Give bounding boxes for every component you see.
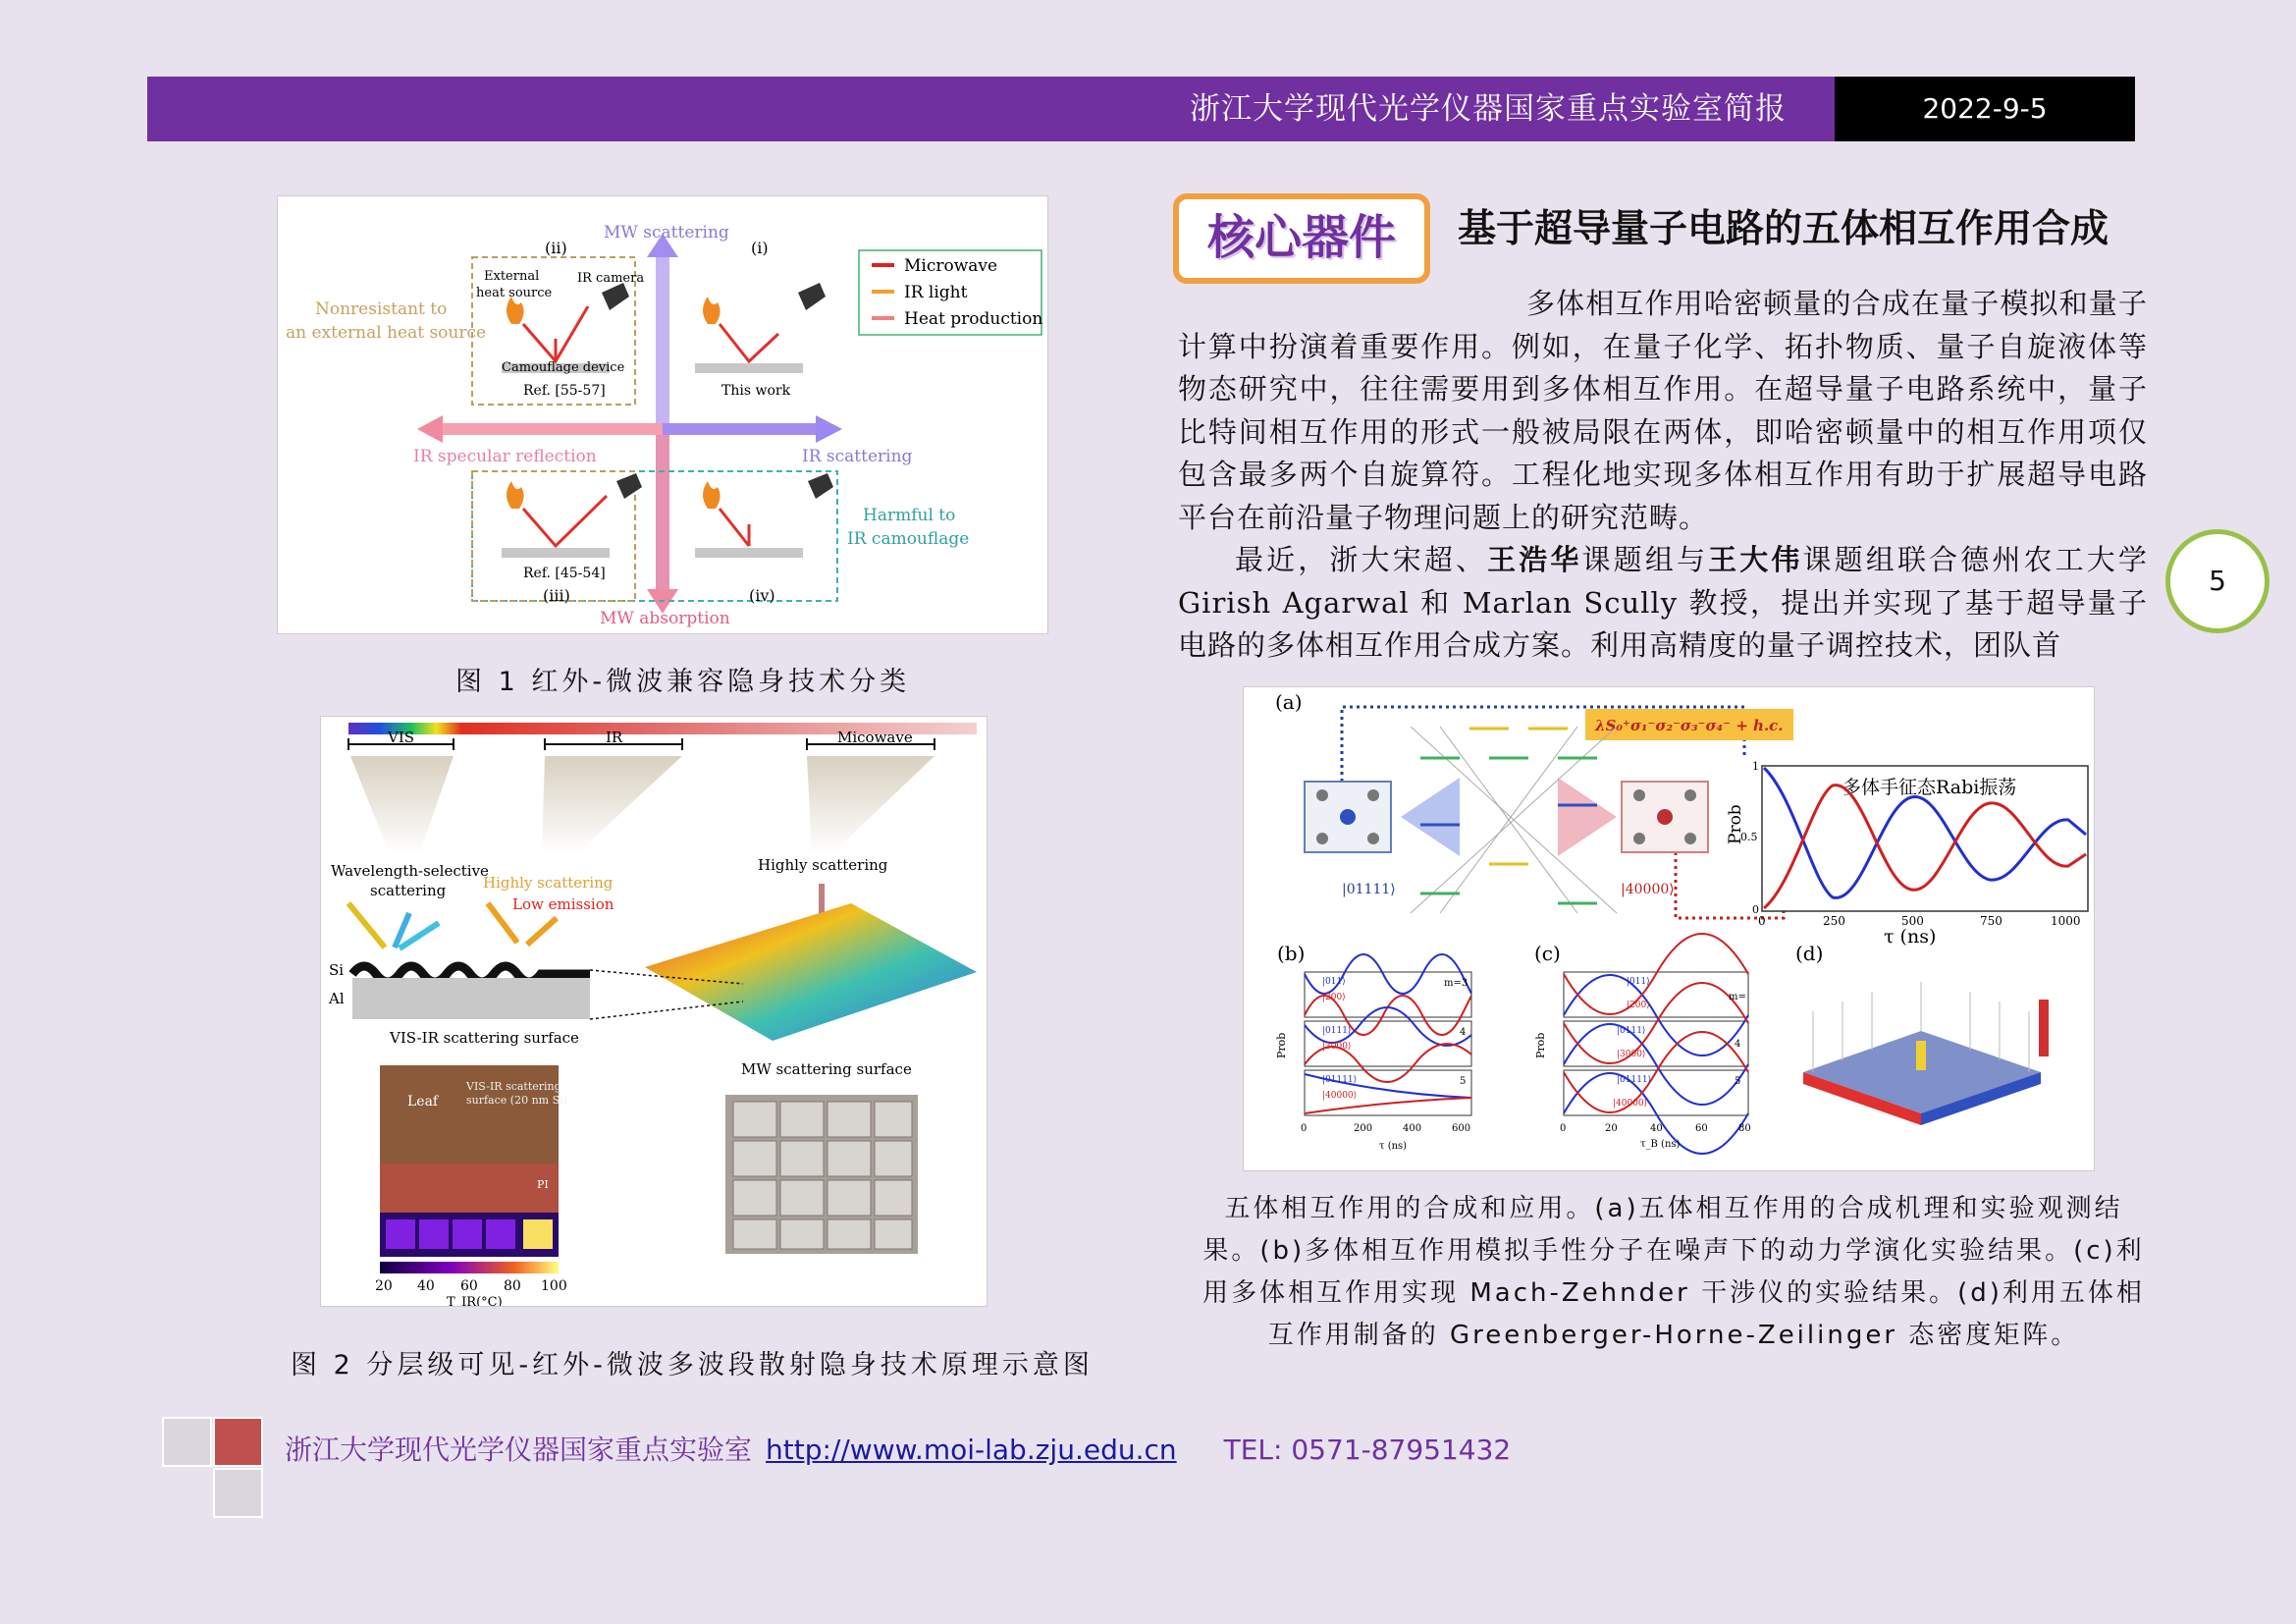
figure-2-caption: 图 2 分层级可见-红外-微波多波段散射隐身技术原理示意图 [291,1350,1094,1380]
device-plate-iii [502,548,610,558]
article-paragraph-2: 最近，浙大宋超、王浩华课题组与王大伟课题组联合德州农工大学 Girish Agarwal 和 Marlan Scully 教授，提出并实现了基于超导量子电路的多体相互作用合成方案。利用高精度的量子调控技术，团队首 [1178,543,2148,662]
panel-c-plots [1564,934,1748,1154]
mw-axis-down [656,427,669,604]
ir-axis-left [435,423,663,435]
label-scattering: scattering [370,882,447,899]
newsletter-title: 浙江大学现代光学仪器国家重点实验室简报 [1190,91,1787,127]
colorbar-tick-80: 80 [504,1278,521,1294]
svg-text:0: 0 [1301,1123,1308,1134]
colorbar-tick-20: 20 [375,1278,393,1294]
label-q3: (iii) [543,586,570,605]
mw-surface-3d [645,903,977,1041]
svg-text:|3000⟩: |3000⟩ [1617,1050,1646,1059]
panel-b-label: (b) [1277,942,1306,965]
rabi-ytick-1: 1 [1752,760,1759,773]
label-heat-source: heat source [476,286,553,300]
figure-3-caption: 五体相互作用的合成和应用。(a)五体相互作用的合成机理和实验观测结果。(b)多体相互作用模拟手性分子在噪声下的动力学演化实验结果。(c)利用多体相互作用实现 Mach-Zehnder 干涉仪的实验结果。(d)利用五体相互作用制备的 Greenberger-Horne-Zeilinger 态密度矩阵。 [1202,1194,2145,1350]
label-vis-ir-surface: VIS-IR scattering surface [390,1029,579,1047]
svg-text:|0111⟩: |0111⟩ [1322,1026,1352,1036]
section-badge: 核心器件 [1173,193,1430,284]
hamiltonian-text: λS₀⁺σ₁⁻σ₂⁻σ₃⁻σ₄⁻ + h.c. [1595,717,1784,734]
svg-text:60: 60 [1695,1123,1708,1134]
rabi-ylabel: Prob [1726,804,1745,844]
label-si: Si [329,961,345,979]
svg-text:0: 0 [1560,1123,1567,1134]
label-external: External [484,269,540,284]
label-vis-ir-photo-2: surface (20 nm Si) [466,1094,567,1107]
figure-2 [320,716,988,1307]
svg-text:|01111⟩: |01111⟩ [1617,1075,1652,1085]
density-colorbar [2039,1000,2049,1056]
panel-b-ylabel: Prob [1275,1032,1288,1058]
page-number: 5 [2165,529,2269,633]
panel-b-xlabel: τ (ns) [1379,1141,1408,1152]
svg-text:|3000⟩: |3000⟩ [1322,1042,1352,1052]
legend-microwave: Microwave [904,256,998,276]
label-microwave: Micowave [837,729,913,746]
legend-heat: Heat production [904,309,1043,329]
footer-org: 浙江大学现代光学仪器国家重点实验室 [285,1434,753,1466]
svg-text:|011⟩: |011⟩ [1322,977,1346,987]
svg-text:600: 600 [1452,1123,1471,1134]
label-highly-scattering-mw: Highly scattering [758,856,888,874]
svg-text:4: 4 [1460,1027,1467,1038]
rabi-xtick-500: 500 [1901,914,1924,928]
label-leaf: Leaf [407,1094,439,1110]
device-plate-i [695,363,803,373]
svg-text:40: 40 [1650,1123,1663,1134]
svg-text:20: 20 [1605,1123,1618,1134]
label-camo-device: Camouflage device [502,360,625,375]
label-al: Al [329,990,345,1007]
rabi-ytick-0: 0 [1752,903,1759,916]
footer-square-2 [213,1417,263,1467]
label-low-emission: Low emission [512,895,614,913]
rabi-ytick-05: 0.5 [1740,831,1758,843]
device-plate-iv [695,548,803,558]
header-bar [147,77,2135,141]
footer-url-link[interactable]: http://www.moi-lab.zju.edu.cn [766,1434,1177,1466]
svg-text:m=3: m=3 [1444,978,1468,989]
ir-arrow-right [816,415,842,443]
state-right-label: |40000⟩ [1621,882,1675,897]
svg-text:4: 4 [1735,1039,1741,1050]
label-mw-surface: MW scattering surface [741,1060,912,1078]
footer-square-1 [162,1417,212,1467]
article-title: 基于超导量子电路的五体相互作用合成 [1458,207,2109,251]
quadrant-iii-iv-box [472,471,837,601]
label-nonresistant-2: an external heat source [286,323,487,343]
svg-text:5: 5 [1460,1076,1467,1087]
panel-c-xlabel: τ_B (ns) [1640,1139,1681,1150]
panel-c-ylabel: Prob [1534,1032,1547,1058]
author-wang-dawei: 王大伟 [1708,543,1803,576]
label-q4: (iv) [749,586,775,605]
figure-3 [1243,686,2095,1171]
svg-text:|01111⟩: |01111⟩ [1322,1075,1358,1085]
sample-photo [380,1164,559,1213]
colorbar-label: T_IR(°C) [447,1295,503,1306]
label-mw-scattering: MW scattering [604,223,729,243]
svg-text:|200⟩: |200⟩ [1627,1001,1650,1010]
issue-date: 2022-9-5 [1835,77,2135,141]
article-paragraph-1: 多体相互作用哈密顿量的合成在量子模拟和量子计算中扮演着重要作用。例如，在量子化学、拓扑物质、量子自旋液体等物态研究中，往往需要用到多体相互作用。在超导量子电路系统中，量子比特间相互作用的形式一般被局限在两体，即哈密顿量中的相互作用项仅包含最多两个自旋算符。工程化地实现多体相互作用有助于扩展超导电路平台在前沿量子物理问题上的研究范畴。 [1178,287,2148,534]
label-ref-2: Ref. [45-54] [523,566,606,581]
vis-beam [350,756,454,854]
legend-ir-light: IR light [904,283,968,302]
svg-text:|40000⟩: |40000⟩ [1322,1091,1358,1101]
label-ref-1: Ref. [55-57] [523,383,606,399]
panel-c-label: (c) [1534,942,1561,965]
mw-beam [807,756,934,854]
arrow-right-pink [1558,778,1617,856]
label-ir-scattering: IR scattering [802,447,913,466]
panel-a-label: (a) [1275,690,1303,714]
rabi-xtick-0: 0 [1758,914,1766,928]
temperature-colorbar [380,1262,559,1273]
svg-text:80: 80 [1738,1123,1751,1134]
figure-1-caption: 图 1 红外-微波兼容隐身技术分类 [455,667,911,697]
svg-text:m=: m= [1729,992,1746,1002]
label-vis-ir-photo: VIS-IR scattering [466,1080,561,1093]
arrow-left-purple [1401,778,1460,856]
label-mw-absorption: MW absorption [600,609,730,628]
footer [285,1429,1511,1468]
state-left-label: |01111⟩ [1342,882,1396,897]
label-harmful: Harmful to [863,506,956,525]
rabi-xlabel: τ (ns) [1884,926,1937,947]
label-vis: VIS [388,729,415,746]
label-wavelength-selective: Wavelength-selective [331,862,489,880]
svg-text:5: 5 [1735,1076,1741,1087]
svg-text:|011⟩: |011⟩ [1627,977,1650,987]
colorbar-tick-40: 40 [417,1278,435,1294]
label-ir-camera: IR camera [577,271,645,286]
svg-text:200: 200 [1354,1123,1373,1134]
rabi-title: 多体手征态Rabi振荡 [1842,777,2017,798]
author-wang-haohua: 王浩华 [1487,543,1582,576]
label-nonresistant: Nonresistant to [315,299,448,319]
colorbar-tick-100: 100 [541,1278,567,1294]
panel-d-label: (d) [1795,942,1824,965]
svg-text:|40000⟩: |40000⟩ [1613,1099,1648,1109]
label-q2: (ii) [545,239,567,257]
footer-tel: TEL: 0571-87951432 [1223,1434,1512,1466]
label-highly-scattering-ir: Highly scattering [483,874,614,892]
label-pi: PI [537,1178,549,1191]
label-harmful-2: IR camouflage [847,529,970,549]
label-q1: (i) [751,239,769,257]
footer-square-3 [213,1468,263,1518]
rabi-xtick-250: 250 [1823,914,1845,928]
label-ir: IR [606,729,623,746]
rabi-xtick-1000: 1000 [2051,914,2081,928]
rabi-xtick-750: 750 [1980,914,2002,928]
ir-axis-right [663,423,820,435]
al-substrate [352,978,590,1019]
svg-text:|200⟩: |200⟩ [1322,993,1346,1002]
ir-arrow-left [417,415,443,443]
ir-beam [542,756,682,854]
svg-text:400: 400 [1403,1123,1422,1134]
flame-icons [507,297,721,509]
label-this-work: This work [721,383,791,399]
label-ir-specular: IR specular reflection [413,447,597,466]
colorbar-tick-60: 60 [460,1278,478,1294]
figure-1 [277,195,1048,634]
svg-text:|0111⟩: |0111⟩ [1617,1026,1646,1036]
